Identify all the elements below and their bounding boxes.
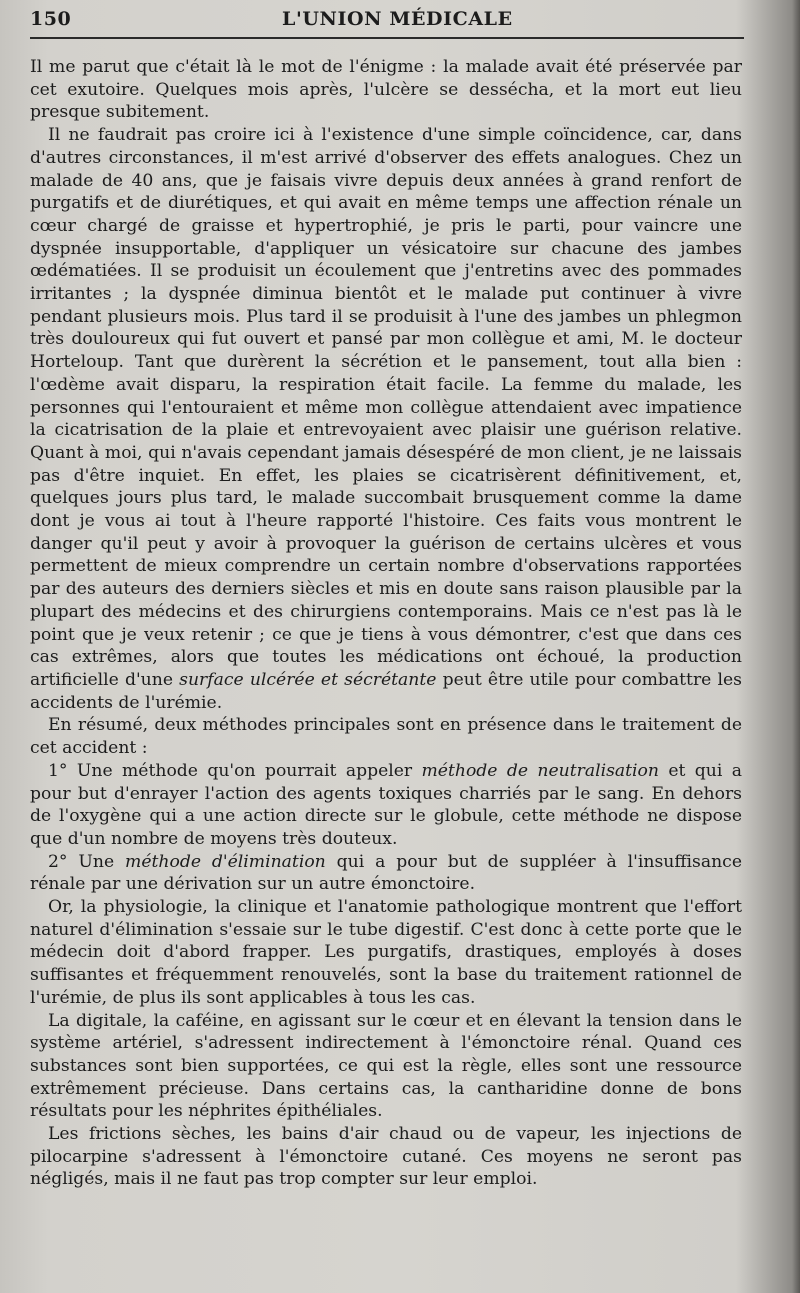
page-number: 150 <box>30 8 72 30</box>
paragraph <box>30 714 742 759</box>
paragraph <box>30 56 742 124</box>
italic-phrase: surface ulcérée et sécrétante <box>179 669 437 690</box>
header-rule <box>30 37 744 39</box>
paragraph <box>30 124 742 714</box>
text-run: La digitale, la caféine, en agissant sur le cœur et en élevant la tension dans le système artériel, s'adressent indirectement à l'émonctoire rénal. Quand ces substances sont bien supportées, ce qui est la règle, elles sont une ressource extrêmement précieuse. Dans certains cas, la cantharidine donne de bons résultats pour les néphrites épithéliales. <box>30 1010 742 1122</box>
text-run: En résumé, deux méthodes principales sont en présence dans le traitement de cet accident : <box>30 715 742 759</box>
text-run: Il me parut que c'était là le mot de l'énigme : la malade avait été préservée par cet exutoire. Quelques mois après, l'ulcère se dessécha, et la mort eut lieu presque subitement. <box>30 57 742 123</box>
italic-phrase: méthode de neutralisation <box>421 760 659 781</box>
text-run: 2° Une <box>48 851 126 872</box>
text-run: Or, la physiologie, la clinique et l'anatomie pathologique montrent que l'effort naturel d'élimination s'essaie sur le tube digestif. C'est donc à cette porte que le médecin doit d'abord frapper. Les purgatifs, drastiques, employés à doses suffisantes et fréquemment renouvelés, sont la base du traitement rationnel de l'urémie, de plus ils sont applicables à tous les cas. <box>30 897 742 1008</box>
paragraph <box>30 1010 742 1124</box>
page-header <box>30 8 744 30</box>
paragraph <box>30 896 742 1010</box>
paragraph <box>30 1123 742 1191</box>
paragraph <box>30 851 742 896</box>
text-run: Il ne faudrait pas croire ici à l'existence d'une simple coïncidence, car, dans d'autres circonstances, il m'est arrivé d'observer des effets analogues. Chez un malade de 40 ans, que je faisais vivre depuis deux années à grand renfort de purgatifs et de diurétiques, et qui avait en même temps une affection rénale un cœur chargé de graisse et hypertrophié, je pris le parti, pour vaincre une dyspnée insupportable, d'appliquer un vésicatoire sur chacune des jambes œdématiées. Il se produisit un écoulement que j'entretins avec des pommades irritantes ; la dyspnée diminua bientôt et le malade put continuer à vivre pendant plusieurs mois. Plus tard il se produisit à l'une des jambes un phlegmon très douloureux qui fut ouvert et pansé par mon collègue et ami, M. le docteur Horteloup. Tant que durèrent la sécrétion et le pansement, tout alla bien : l'œdème avait disparu, la respiration était facile. La femme du malade, les personnes qui l'entouraient et même mon collègue attendaient avec impatience la cicatrisation de la plaie et entrevoyaient avec plaisir une guérison relative. Quant à moi, qui n'avais cependant jamais désespéré de mon client, je ne laissais pas d'être inquiet. En effet, les plaies se cicatrisèrent définitivement, et, quelques jours plus tard, le malade succombait brusquement comme la dame dont je vous ai tout à l'heure rapporté l'histoire. Ces faits vous montrent le danger qu'il peut y avoir à provoquer la guérison de certains ulcères et vous permettent de mieux comprendre un certain nombre d'observations rapportées par des auteurs des derniers siècles et mis en doute sans raison plausible par la plupart des médecins et des chirurgiens contemporains. Mais ce n'est pas là le point que je veux retenir ; ce que je tiens à vous démontrer, c'est que dans ces cas extrêmes, alors que toutes les médications ont échoué, la production artificielle d'une <box>30 125 742 690</box>
body-text <box>30 56 742 1191</box>
text-run: Les frictions sèches, les bains d'air chaud ou de vapeur, les injections de pilocarpine s'adressent à l'émonctoire cutané. Ces moyens ne seront pas négligés, mais il ne faut pas trop compter sur leur emploi. <box>30 1124 742 1190</box>
text-run: 1° Une méthode qu'on pourrait appeler <box>48 760 422 781</box>
text-run: peut être utile pour combattre les accidents de l'urémie. <box>30 669 742 713</box>
text-run: et qui a pour but d'enrayer l'action des agents toxiques charriés par le sang. En dehors de l'oxygène qui a une action directe sur le globule, cette méthode ne dispose que d'un nombre de moyens très douteux. <box>30 760 742 849</box>
italic-phrase: méthode d'élimination <box>125 851 326 872</box>
text-run: qui a pour but de suppléer à l'insuffisance rénale par une dérivation sur un autre émonctoire. <box>30 851 742 895</box>
paragraph <box>30 760 742 851</box>
running-title: L'UNION MÉDICALE <box>282 8 513 30</box>
